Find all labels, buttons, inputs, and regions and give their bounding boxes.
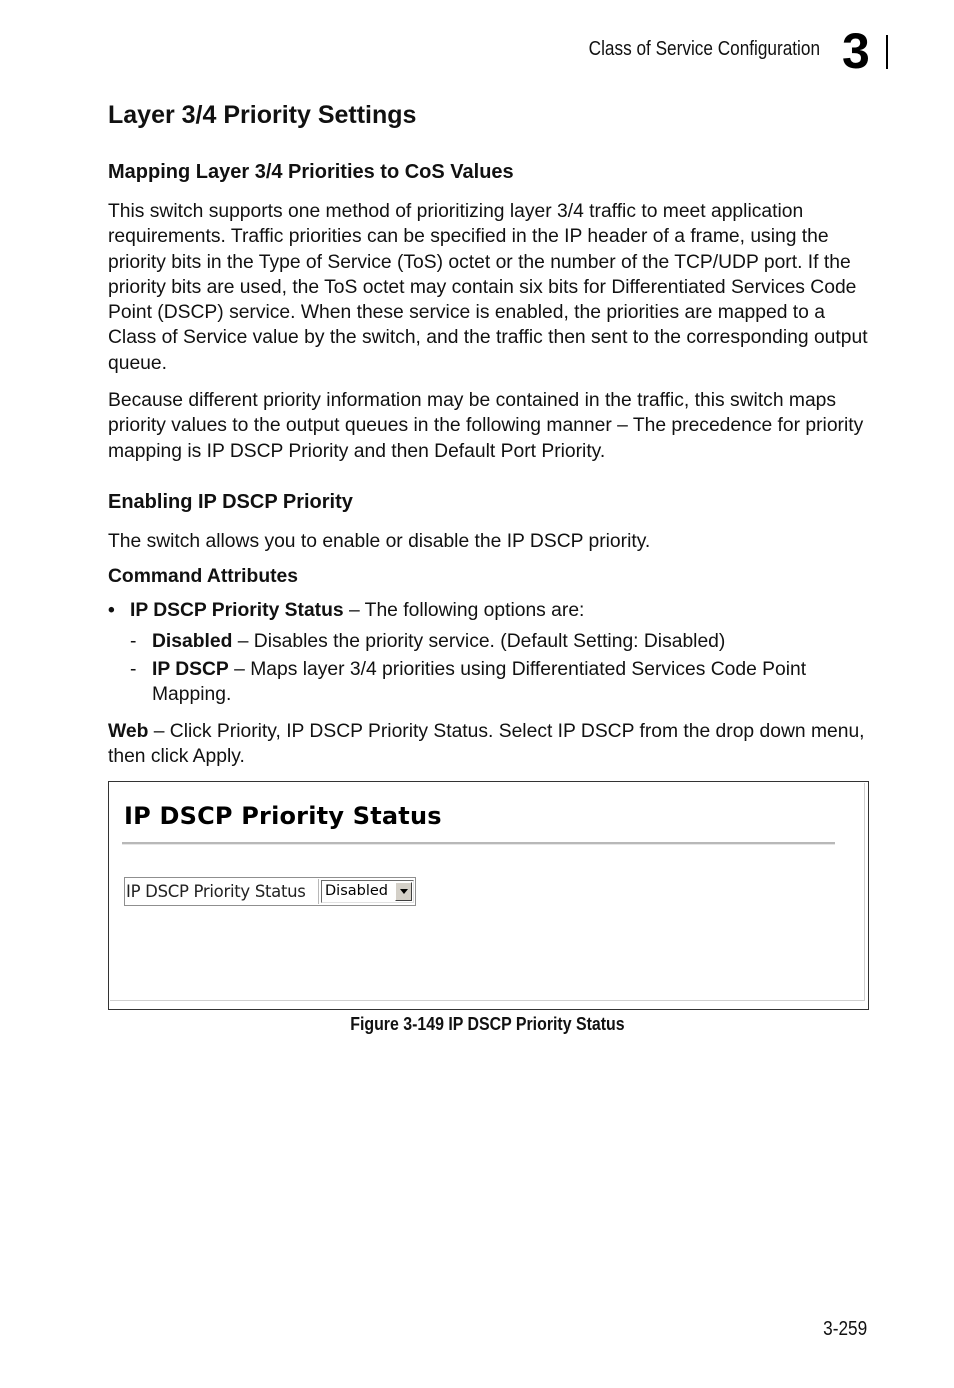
panel-title-divider <box>122 842 835 845</box>
paragraph-mapping-1: This switch supports one method of prioritizing layer 3/4 traffic to meet application requirements. Traffic priorities can be specified in the IP header of a frame, using the priority bits in the Type of Service (ToS) octet or the number of the TCP/UDP port. If the priority bits are used, the ToS octet may contain six bits for Differentiated Services Code Point (DSCP) service. When these service is enabled, the priorities are mapped to a Class of Service value by the switch, and the traffic then sent to the corresponding output queue. <box>108 201 868 374</box>
paragraph-enabling-intro: The switch allows you to enable or disable the IP DSCP priority. <box>108 531 651 552</box>
web-text: – Click Priority, IP DSCP Priority Status. Select IP DSCP from the drop down menu, then click Apply. <box>108 721 865 768</box>
bullet-marker: • <box>108 600 115 621</box>
ip-dscp-priority-status-label: IP DSCP Priority Status <box>126 879 319 904</box>
chapter-divider <box>886 35 888 69</box>
web-term: Web <box>108 721 149 742</box>
option-text: – Disables the priority service. (Default Setting: Disabled) <box>232 631 726 652</box>
bullet-ip-dscp-priority-status <box>108 598 584 623</box>
panel-title: IP DSCP Priority Status <box>124 802 442 830</box>
option-dash: - <box>130 631 137 652</box>
figure-panel <box>110 783 865 1001</box>
web-instructions <box>108 719 868 770</box>
running-header-title: Class of Service Configuration <box>588 38 820 60</box>
ip-dscp-priority-status-row <box>124 877 416 906</box>
option-term: IP DSCP <box>152 659 229 680</box>
option-dash: - <box>130 659 137 680</box>
figure-ip-dscp-priority-status <box>108 781 869 1010</box>
bullet-term: IP DSCP Priority Status <box>130 600 344 621</box>
page-number: 3-259 <box>823 1318 867 1340</box>
section-title-enabling: Enabling IP DSCP Priority <box>108 491 353 513</box>
command-attributes-label: Command Attributes <box>108 566 298 587</box>
ip-dscp-priority-status-select[interactable] <box>321 880 414 903</box>
option-text: – Maps layer 3/4 priorities using Differentiated Services Code Point Mapping. <box>152 659 807 706</box>
select-value: Disabled <box>325 883 388 899</box>
chevron-down-icon[interactable] <box>395 882 412 901</box>
paragraph-mapping-2: Because different priority information may be contained in the traffic, this switch maps priority values to the output queues in the following manner – The precedence for priority mapping is IP DSCP Priority and then Default Port Priority. <box>108 390 864 462</box>
option-ip-dscp <box>130 657 868 708</box>
page-heading: Layer 3/4 Priority Settings <box>108 101 417 129</box>
option-term: Disabled <box>152 631 233 652</box>
option-disabled <box>130 629 868 654</box>
figure-caption: Figure 3-149 IP DSCP Priority Status <box>350 1013 625 1034</box>
chapter-number: 3 <box>842 23 870 79</box>
bullet-text: – The following options are: <box>343 600 585 621</box>
section-title-mapping: Mapping Layer 3/4 Priorities to CoS Values <box>108 161 514 183</box>
